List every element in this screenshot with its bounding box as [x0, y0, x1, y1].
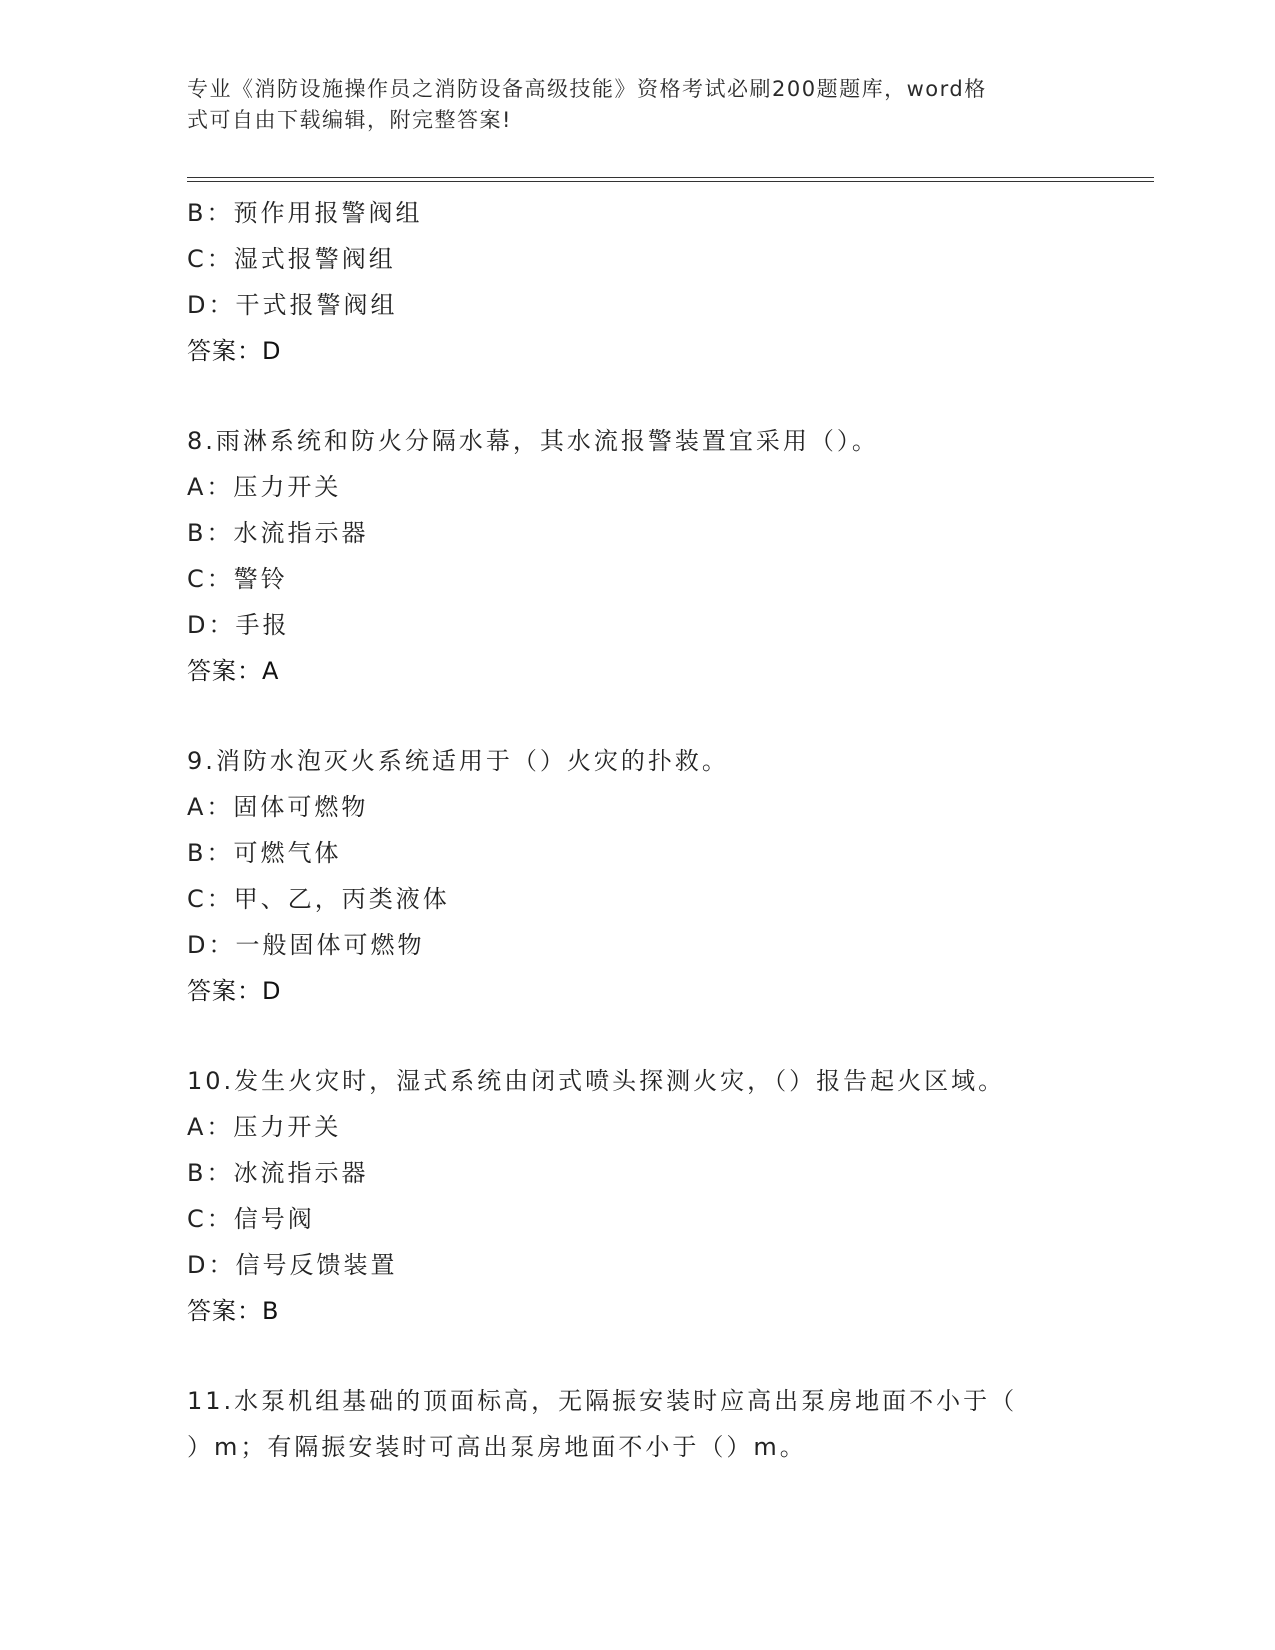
option-b: B：预作用报警阀组: [187, 199, 423, 227]
header-line-2: 式可自由下载编辑，附完整答案!: [187, 108, 512, 132]
question-block-9: [187, 738, 1087, 1014]
question-block-11: [187, 1378, 1087, 1470]
answer-line: 答案：A: [187, 657, 280, 685]
answer-line: 答案：D: [187, 977, 282, 1005]
question-list: [187, 190, 1087, 1470]
option-a: A：固体可燃物: [187, 793, 369, 821]
option-a: A：压力开关: [187, 473, 342, 501]
page-header: [187, 74, 1067, 136]
answer-line: 答案：B: [187, 1297, 280, 1325]
option-d: D：手报: [187, 611, 290, 639]
question-block-7: [187, 190, 1087, 374]
question-text: 9.消防水泡灭火系统适用于（）火灾的扑救。: [187, 747, 729, 775]
question-block-10: [187, 1058, 1087, 1334]
header-divider: [187, 177, 1154, 182]
question-text: 10.发生火灾时，湿式系统由闭式喷头探测火灾，（）报告起火区域。: [187, 1067, 1006, 1095]
option-c: C：湿式报警阀组: [187, 245, 396, 273]
option-c: C：甲、乙，丙类液体: [187, 885, 450, 913]
option-b: B：水流指示器: [187, 519, 369, 547]
option-d: D：信号反馈装置: [187, 1251, 398, 1279]
option-c: C：信号阀: [187, 1205, 315, 1233]
option-b: B：冰流指示器: [187, 1159, 369, 1187]
option-b: B：可燃气体: [187, 839, 342, 867]
option-d: D：干式报警阀组: [187, 291, 398, 319]
option-d: D：一般固体可燃物: [187, 931, 425, 959]
answer-line: 答案：D: [187, 337, 282, 365]
question-block-8: [187, 418, 1087, 694]
question-text: 8.雨淋系统和防火分隔水幕，其水流报警装置宜采用（）。: [187, 427, 879, 455]
question-text-line-1: 11.水泵机组基础的顶面标高，无隔振安装时应高出泵房地面不小于（: [187, 1387, 1018, 1415]
option-c: C：警铃: [187, 565, 288, 593]
question-text-line-2: ）m；有隔振安装时可高出泵房地面不小于（）m。: [187, 1433, 807, 1461]
header-line-1: 专业《消防设施操作员之消防设备高级技能》资格考试必刷200题题库，word格: [187, 77, 987, 101]
option-a: A：压力开关: [187, 1113, 342, 1141]
